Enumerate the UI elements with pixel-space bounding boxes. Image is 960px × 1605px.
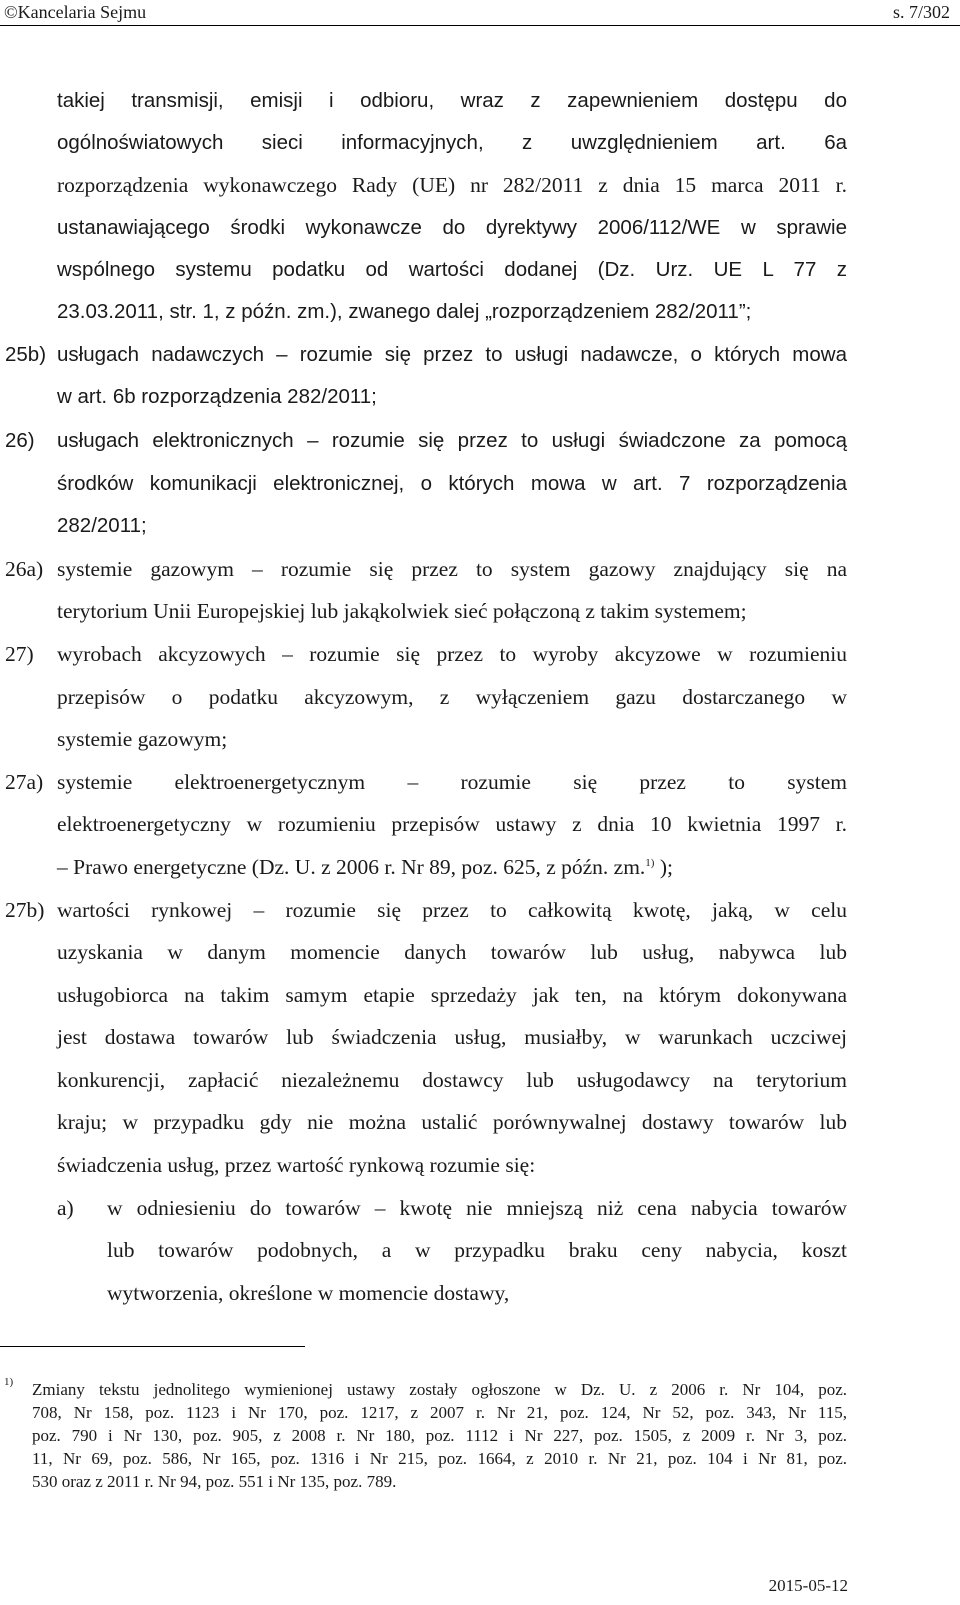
text-line: jest dostawa towarów lub świadczenia usług, musiałby, w warunkach uczciwej bbox=[57, 1025, 847, 1049]
text-line: 282/2011; bbox=[57, 514, 147, 537]
text-line: usługach elektronicznych – rozumie się przez to usługi świadczone za pomocą bbox=[57, 429, 847, 452]
document-date: 2015-05-12 bbox=[768, 1576, 848, 1595]
text-line: świadczenia usług, przez wartość rynkową rozumie się: bbox=[57, 1153, 536, 1177]
footnote-ref: 1) bbox=[645, 857, 655, 869]
text-line: środków komunikacji elektronicznej, o których mowa w art. 7 rozporządzenia bbox=[57, 472, 847, 495]
item-number-27: 27) bbox=[5, 642, 34, 666]
item-number-27b: 27b) bbox=[5, 898, 45, 922]
text-line: terytorium Unii Europejskiej lub jakąkolwiek sieć połączoną z takim systemem; bbox=[57, 599, 747, 623]
text-line: usługach nadawczych – rozumie się przez to usługi nadawcze, o których mowa bbox=[57, 343, 847, 366]
text-line: przepisów o podatku akcyzowym, z wyłączeniem gazu dostarczanego w bbox=[57, 685, 847, 709]
page-number: s. 7/302 bbox=[892, 2, 950, 22]
text-line: wartości rynkowej – rozumie się przez to całkowitą kwotę, jaką, w celu bbox=[57, 898, 847, 922]
footnote-line: 11, Nr 69, poz. 586, Nr 165, poz. 1316 i Nr 215, poz. 1664, z 2010 r. Nr 21, poz. 104 i Nr 81, poz. bbox=[32, 1449, 847, 1468]
header-source: ©Kancelaria Sejmu bbox=[4, 2, 147, 22]
text-line: w odniesieniu do towarów – kwotę nie mniejszą niż cena nabycia towarów bbox=[107, 1196, 847, 1220]
item-number-26a: 26a) bbox=[5, 557, 44, 581]
text-line: ustanawiającego środki wykonawcze do dyrektywy 2006/112/WE w sprawie bbox=[57, 216, 847, 239]
text-line: uzyskania w danym momencie danych towarów lub usług, nabywca lub bbox=[57, 940, 847, 964]
text-line: w art. 6b rozporządzenia 282/2011; bbox=[57, 385, 377, 408]
text-line: wspólnego systemu podatku od wartości dodanej (Dz. Urz. UE L 77 z bbox=[57, 258, 847, 281]
header-rule bbox=[0, 25, 960, 26]
item-number-25b: 25b) bbox=[5, 343, 47, 366]
text-line: konkurencji, zapłacić niezależnemu dostawcy lub usługodawcy na terytorium bbox=[57, 1068, 847, 1092]
text-fragment: ); bbox=[654, 855, 673, 879]
text-line: rozporządzenia wykonawczego Rady (UE) nr 282/2011 z dnia 15 marca 2011 r. bbox=[57, 173, 847, 197]
text-line: wytworzenia, określone w momencie dostawy, bbox=[107, 1281, 510, 1305]
item-number-27a: 27a) bbox=[5, 770, 44, 794]
text-line: systemie elektroenergetycznym – rozumie się przez to system bbox=[57, 770, 847, 794]
footnote-rule bbox=[0, 1346, 305, 1347]
text-line: lub towarów podobnych, a w przypadku braku ceny nabycia, koszt bbox=[107, 1238, 847, 1262]
footnote-marker: 1) bbox=[4, 1376, 14, 1388]
text-line: usługobiorca na takim samym etapie sprzedaży jak ten, na którym dokonywana bbox=[57, 983, 847, 1007]
text-line bbox=[57, 853, 847, 881]
text-line: systemie gazowym – rozumie się przez to system gazowy znajdujący się na bbox=[57, 557, 847, 581]
item-number-26: 26) bbox=[5, 429, 35, 452]
text-line: ogólnoświatowych sieci informacyjnych, z uwzględnieniem art. 6a bbox=[57, 131, 847, 154]
text-line: 23.03.2011, str. 1, z późn. zm.), zwanego dalej „rozporządzeniem 282/2011”; bbox=[57, 300, 752, 323]
text-line: wyrobach akcyzowych – rozumie się przez to wyroby akcyzowe w rozumieniu bbox=[57, 642, 847, 666]
text-line: takiej transmisji, emisji i odbioru, wraz z zapewnieniem dostępu do bbox=[57, 89, 847, 112]
subitem-letter-a: a) bbox=[57, 1196, 74, 1220]
footnote-line: poz. 790 i Nr 130, poz. 905, z 2008 r. Nr 180, poz. 1112 i Nr 227, poz. 1505, z 2009 r. Nr 3, poz. bbox=[32, 1426, 847, 1445]
text-line: kraju; w przypadku gdy nie można ustalić porównywalnej dostawy towarów lub bbox=[57, 1110, 847, 1134]
text-fragment: – Prawo energetyczne (Dz. U. z 2006 r. Nr 89, poz. 625, z późn. zm. bbox=[57, 855, 646, 879]
text-line: elektroenergetyczny w rozumieniu przepisów ustawy z dnia 10 kwietnia 1997 r. bbox=[57, 812, 847, 836]
footnote-line: Zmiany tekstu jednolitego wymienionej ustawy zostały ogłoszone w Dz. U. z 2006 r. Nr 104, poz. bbox=[32, 1380, 847, 1399]
footnote-line: 530 oraz z 2011 r. Nr 94, poz. 551 i Nr 135, poz. 789. bbox=[32, 1472, 397, 1491]
footnote-line: 708, Nr 158, poz. 1123 i Nr 170, poz. 1217, z 2007 r. Nr 21, poz. 124, Nr 52, poz. 343, Nr 115, bbox=[32, 1403, 847, 1422]
text-line: systemie gazowym; bbox=[57, 727, 228, 751]
